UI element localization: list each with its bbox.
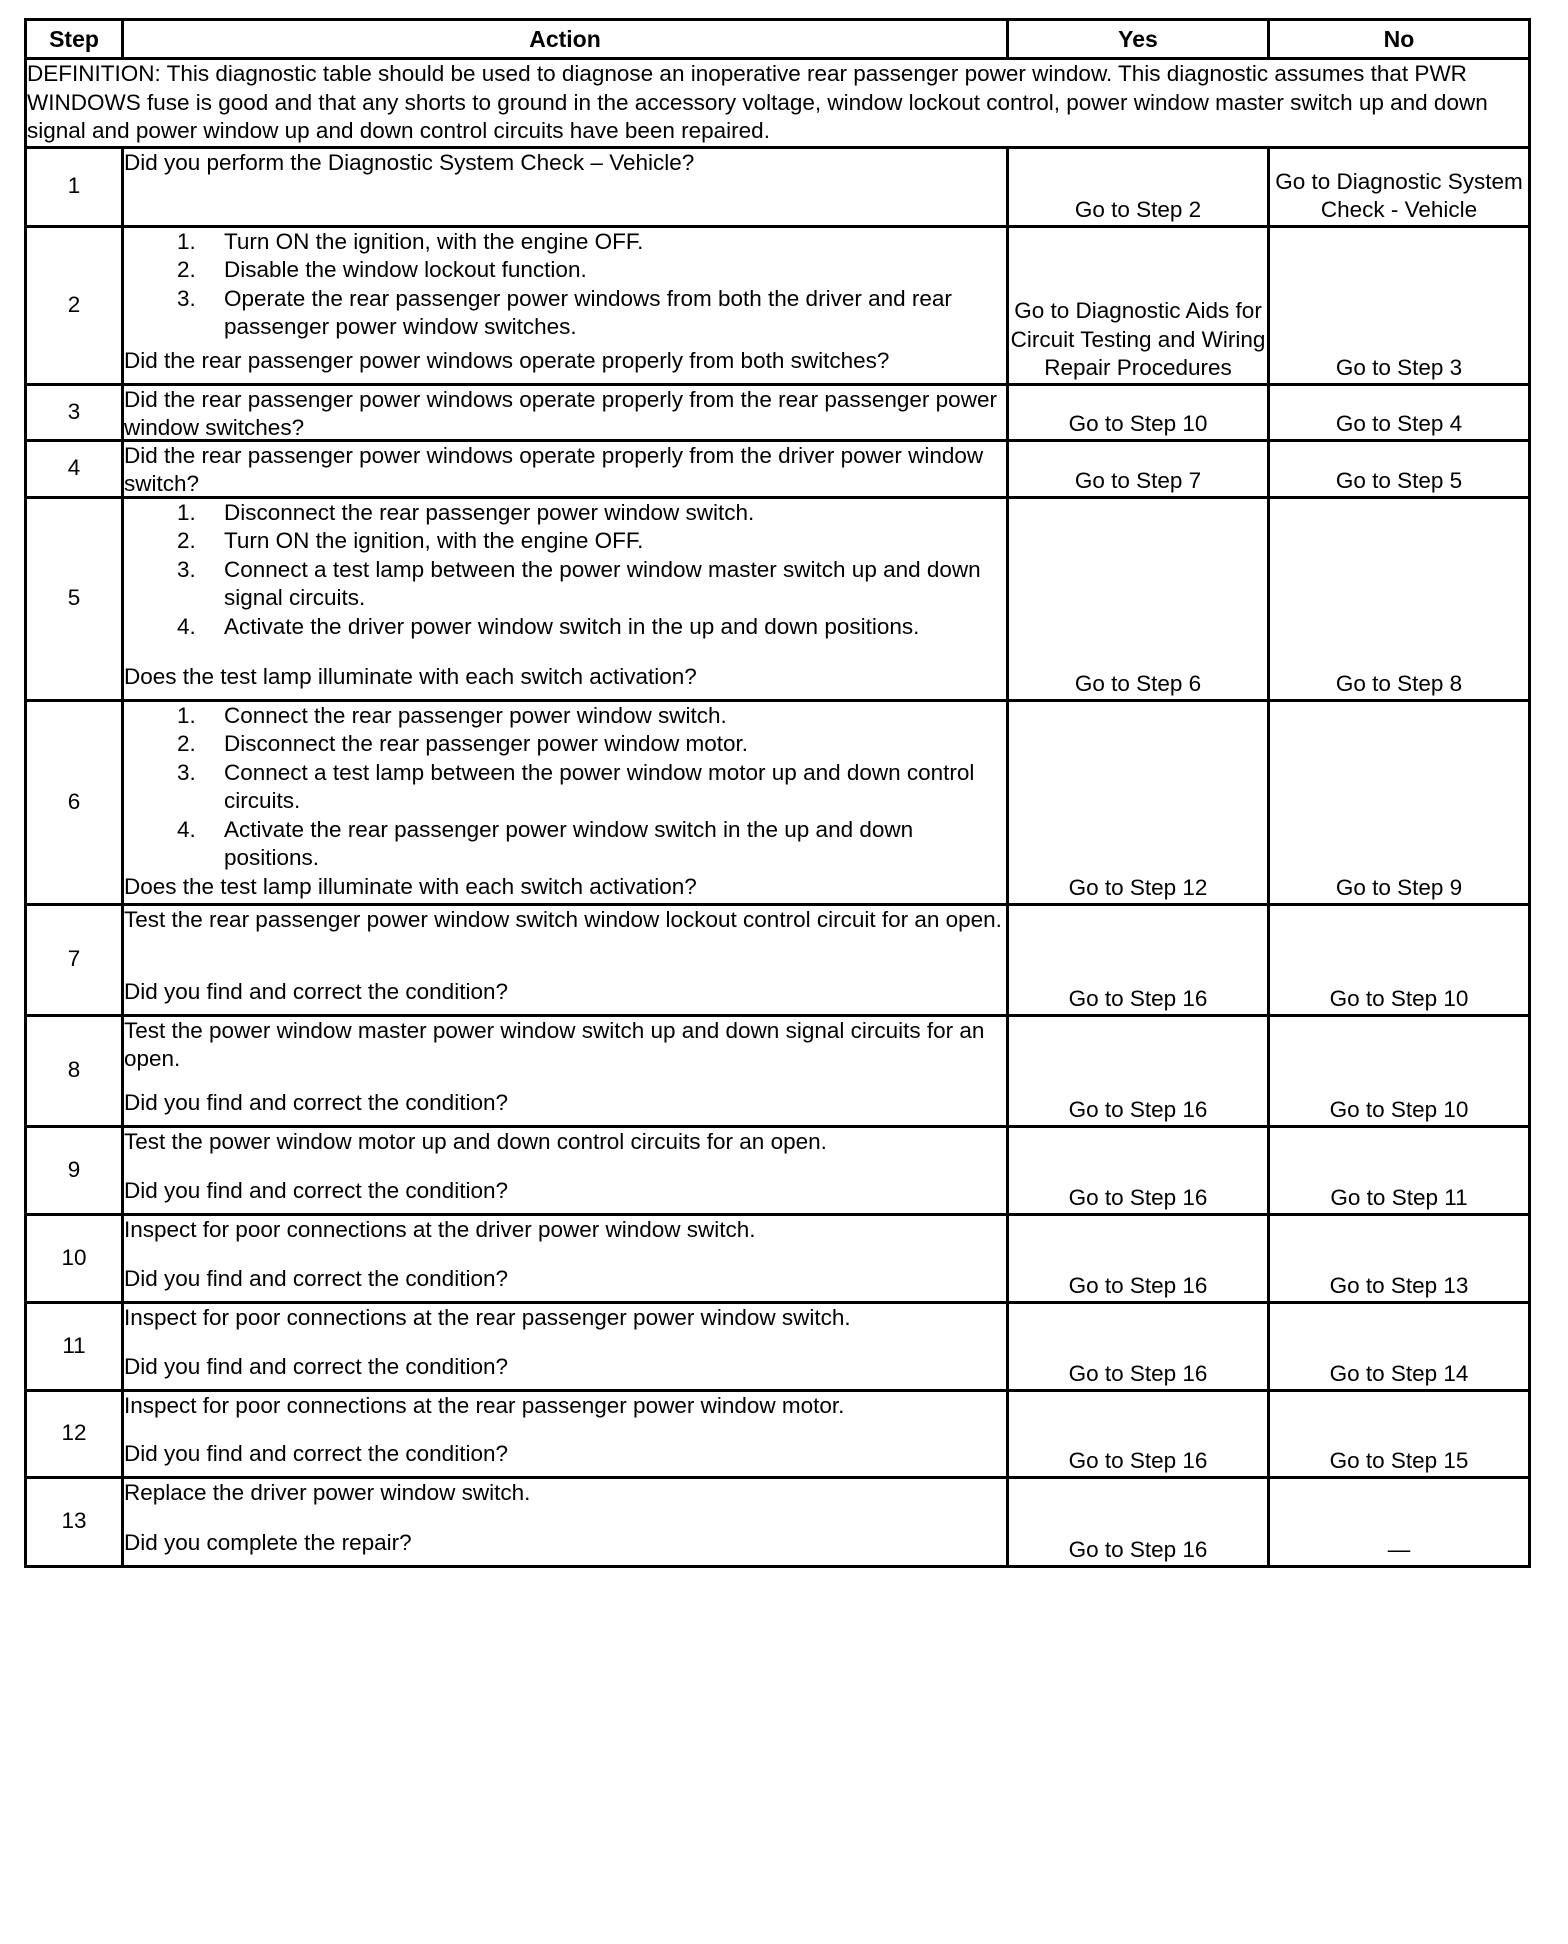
table-header-row	[26, 20, 1530, 59]
step-number: 4	[26, 440, 123, 497]
action-question: Did you find and correct the condition?	[124, 1090, 508, 1115]
procedure-item: 1. Disconnect the rear passenger power window switch.	[124, 499, 1006, 528]
no-result: Go to Step 14	[1269, 1302, 1530, 1390]
action-cell	[123, 904, 1008, 1015]
yes-result: Go to Step 10	[1008, 384, 1269, 440]
action-cell	[123, 1126, 1008, 1214]
header-no: No	[1269, 20, 1530, 59]
step-number: 11	[26, 1302, 123, 1390]
action-question: Did you complete the repair?	[124, 1530, 412, 1555]
action-text: Test the power window master power window switch up and down signal circuits for an open.	[124, 1017, 985, 1071]
table-row	[26, 497, 1530, 700]
procedure-list	[124, 228, 1006, 342]
table-row	[26, 1015, 1530, 1126]
action-cell	[123, 1302, 1008, 1390]
action-cell	[123, 1390, 1008, 1477]
procedure-item-text: Turn ON the ignition, with the engine OFF.	[224, 528, 644, 553]
yes-result: Go to Step 2	[1008, 147, 1269, 226]
yes-result: Go to Step 16	[1008, 1015, 1269, 1126]
table-row	[26, 1390, 1530, 1477]
yes-result: Go to Step 12	[1008, 700, 1269, 904]
action-cell	[123, 1214, 1008, 1302]
procedure-item-text: Connect the rear passenger power window switch.	[224, 702, 727, 728]
step-number: 13	[26, 1477, 123, 1566]
step-number: 5	[26, 497, 123, 700]
action-cell	[123, 147, 1008, 226]
no-result: Go to Step 4	[1269, 384, 1530, 440]
action-cell	[123, 384, 1008, 440]
table-row	[26, 904, 1530, 1015]
yes-result: Go to Step 6	[1008, 497, 1269, 700]
no-result: Go to Step 11	[1269, 1126, 1530, 1214]
procedure-item-text: Activate the driver power window switch in the up and down positions.	[224, 613, 920, 639]
no-result: —	[1269, 1477, 1530, 1566]
action-cell	[123, 700, 1008, 904]
procedure-item-text: Connect a test lamp between the power window master switch up and down signal circuits.	[224, 556, 981, 610]
definition-row	[26, 59, 1530, 148]
procedure-item-text: Connect a test lamp between the power window motor up and down control circuits.	[224, 759, 975, 813]
no-result: Go to Step 9	[1269, 700, 1530, 904]
yes-result: Go to Step 16	[1008, 1126, 1269, 1214]
step-number: 7	[26, 904, 123, 1015]
procedure-item-text: Operate the rear passenger power windows from both the driver and rear passenger power window switches.	[224, 285, 952, 339]
action-text: Did the rear passenger power windows operate properly from the rear passenger power window switches?	[124, 386, 997, 440]
action-text: Inspect for poor connections at the rear passenger power window motor.	[124, 1392, 845, 1418]
header-action: Action	[123, 20, 1008, 59]
no-result: Go to Step 15	[1269, 1390, 1530, 1477]
step-number: 6	[26, 700, 123, 904]
yes-result: Go to Step 16	[1008, 1390, 1269, 1477]
table-row	[26, 384, 1530, 440]
action-question: Did you find and correct the condition?	[124, 1266, 508, 1291]
table-row	[26, 1126, 1530, 1214]
action-question: Does the test lamp illuminate with each switch activation?	[124, 664, 697, 689]
procedure-item: 4. Activate the driver power window switch in the up and down positions.	[124, 613, 1006, 642]
procedure-item: 4. Activate the rear passenger power window switch in the up and down positions.	[124, 816, 1006, 873]
action-text: Replace the driver power window switch.	[124, 1479, 531, 1505]
no-result: Go to Step 5	[1269, 440, 1530, 497]
procedure-list	[124, 702, 1006, 873]
no-result: Go to Step 10	[1269, 904, 1530, 1015]
action-question: Did you find and correct the condition?	[124, 979, 508, 1004]
table-row	[26, 1477, 1530, 1566]
diagnostic-table	[24, 18, 1531, 1568]
procedure-item-text: Activate the rear passenger power window switch in the up and down positions.	[224, 816, 914, 870]
step-number: 12	[26, 1390, 123, 1477]
action-text: Test the power window motor up and down control circuits for an open.	[124, 1128, 827, 1154]
step-number: 10	[26, 1214, 123, 1302]
action-question: Did you find and correct the condition?	[124, 1441, 508, 1466]
table-row	[26, 440, 1530, 497]
procedure-item: 1. Connect the rear passenger power window switch.	[124, 702, 1006, 731]
no-result: Go to Step 8	[1269, 497, 1530, 700]
action-text: Did you perform the Diagnostic System Check – Vehicle?	[124, 149, 695, 175]
table-row	[26, 700, 1530, 904]
yes-result: Go to Step 16	[1008, 1477, 1269, 1566]
procedure-item-text: Disable the window lockout function.	[224, 257, 587, 282]
action-question: Did the rear passenger power windows operate properly from both switches?	[124, 348, 890, 373]
action-cell	[123, 440, 1008, 497]
yes-result: Go to Step 16	[1008, 1302, 1269, 1390]
no-result: Go to Step 13	[1269, 1214, 1530, 1302]
action-text: Test the rear passenger power window switch window lockout control circuit for an open.	[124, 906, 1002, 932]
action-text: Did the rear passenger power windows operate properly from the driver power window switch?	[124, 442, 984, 496]
yes-result: Go to Diagnostic Aids for Circuit Testing and Wiring Repair Procedures	[1008, 226, 1269, 384]
header-yes: Yes	[1008, 20, 1269, 59]
no-result: Go to Step 10	[1269, 1015, 1530, 1126]
action-cell	[123, 226, 1008, 384]
definition-text: DEFINITION: This diagnostic table should be used to diagnose an inoperative rear passenger power window. This diagnostic assumes that PWR WINDOWS fuse is good and that any shorts to ground in the accessory voltage, window lockout control, power window master switch up and down signal and power window up and down control circuits have been repaired.	[26, 59, 1530, 148]
step-number: 9	[26, 1126, 123, 1214]
no-result: Go to Step 3	[1269, 226, 1530, 384]
procedure-item: 3. Connect a test lamp between the power window motor up and down control circuits.	[124, 759, 1006, 816]
procedure-item: 2. Turn ON the ignition, with the engine OFF.	[124, 527, 1006, 556]
table-row	[26, 1214, 1530, 1302]
step-number: 8	[26, 1015, 123, 1126]
procedure-list	[124, 499, 1006, 642]
procedure-item-text: Disconnect the rear passenger power window motor.	[224, 731, 749, 756]
procedure-item: 3. Operate the rear passenger power windows from both the driver and rear passenger power window switches.	[124, 285, 1006, 342]
yes-result: Go to Step 7	[1008, 440, 1269, 497]
action-cell	[123, 1015, 1008, 1126]
step-number: 2	[26, 226, 123, 384]
action-cell	[123, 1477, 1008, 1566]
yes-result: Go to Step 16	[1008, 904, 1269, 1015]
action-question: Does the test lamp illuminate with each switch activation?	[124, 873, 697, 899]
action-cell	[123, 497, 1008, 700]
table-row	[26, 226, 1530, 384]
procedure-item-text: Disconnect the rear passenger power window switch.	[224, 499, 755, 525]
procedure-item: 2. Disconnect the rear passenger power window motor.	[124, 730, 1006, 759]
header-step: Step	[26, 20, 123, 59]
step-number: 1	[26, 147, 123, 226]
procedure-item: 3. Connect a test lamp between the power window master switch up and down signal circuits.	[124, 556, 1006, 613]
step-number: 3	[26, 384, 123, 440]
procedure-item-text: Turn ON the ignition, with the engine OFF.	[224, 228, 644, 254]
procedure-item: 1. Turn ON the ignition, with the engine OFF.	[124, 228, 1006, 257]
action-text: Inspect for poor connections at the rear passenger power window switch.	[124, 1304, 851, 1330]
action-question: Did you find and correct the condition?	[124, 1178, 508, 1203]
table-row	[26, 147, 1530, 226]
yes-result: Go to Step 16	[1008, 1214, 1269, 1302]
action-question: Did you find and correct the condition?	[124, 1354, 508, 1379]
procedure-item: 2. Disable the window lockout function.	[124, 256, 1006, 285]
no-result: Go to Diagnostic System Check - Vehicle	[1269, 147, 1530, 226]
action-text: Inspect for poor connections at the driver power window switch.	[124, 1216, 756, 1242]
table-row	[26, 1302, 1530, 1390]
